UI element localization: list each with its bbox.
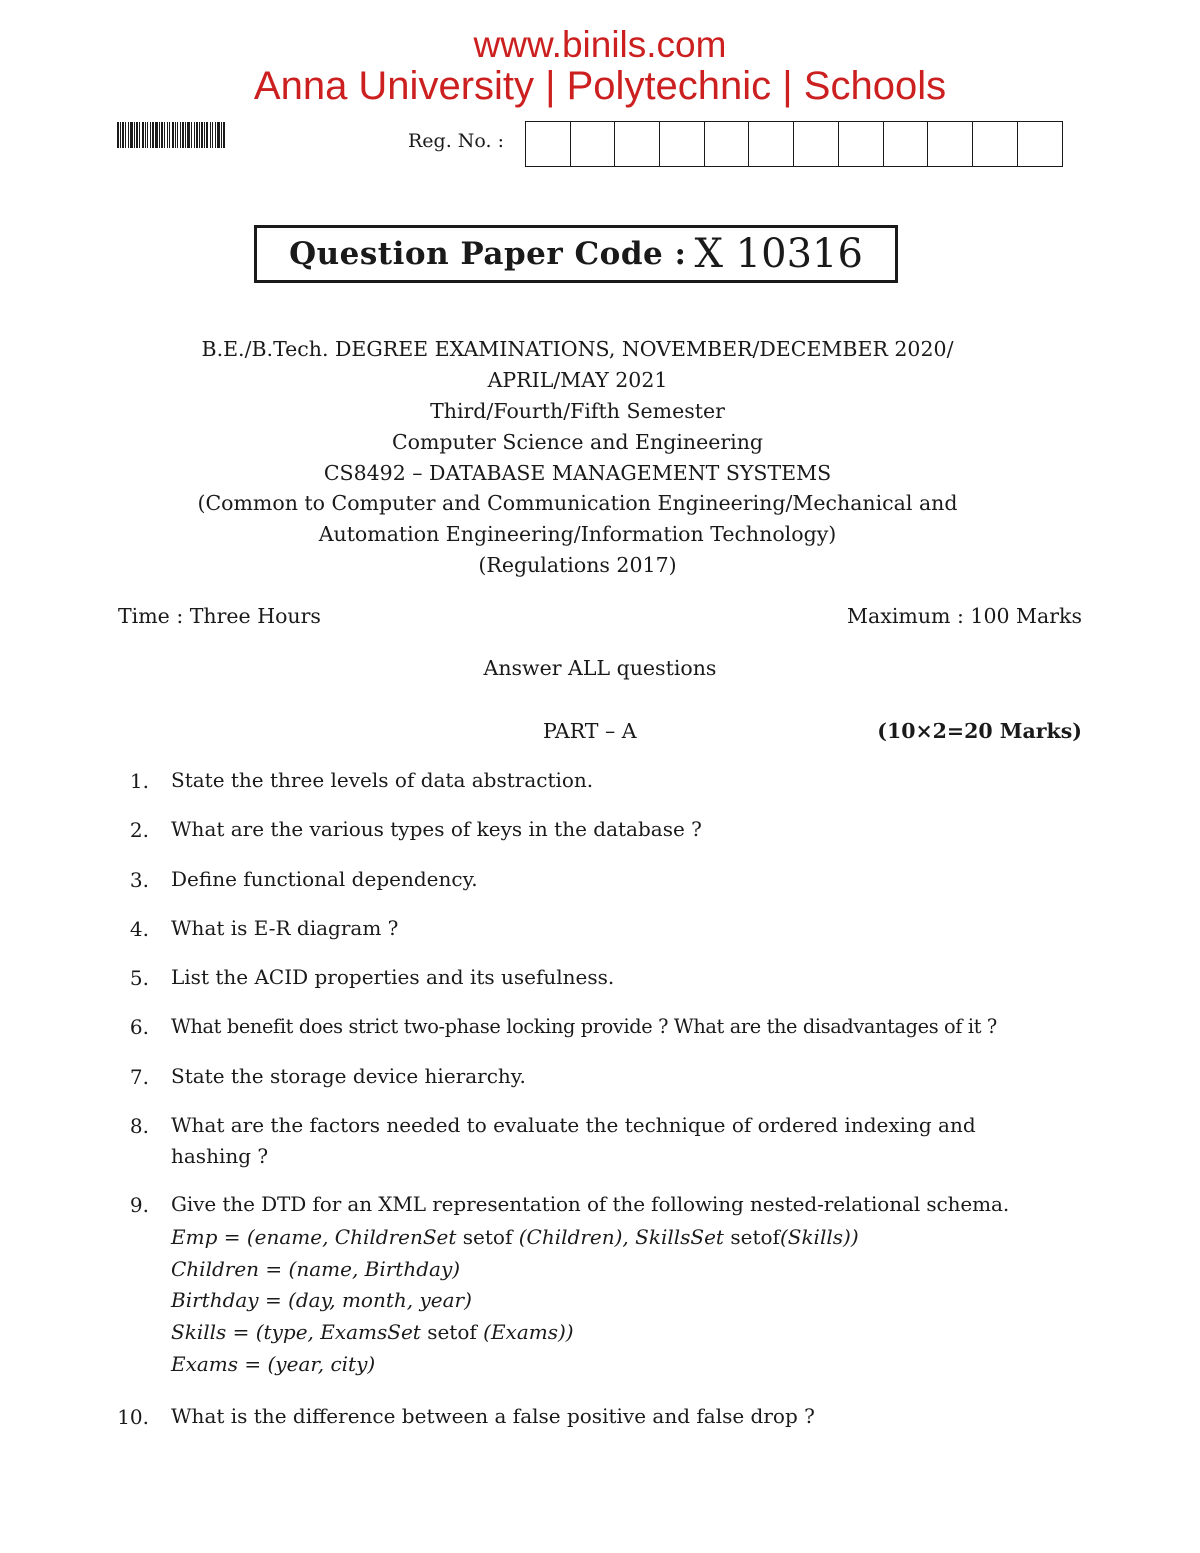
question-number: 1. bbox=[129, 769, 149, 793]
regulations: (Regulations 2017) bbox=[478, 553, 677, 577]
question-text: What is E-R diagram ? bbox=[171, 916, 399, 940]
question-text-continued: hashing ? bbox=[171, 1144, 269, 1168]
reg-no-boxes bbox=[525, 121, 1063, 167]
question-paper-code-box bbox=[254, 225, 898, 283]
question-number: 4. bbox=[129, 917, 149, 941]
reg-no-box bbox=[973, 122, 1018, 166]
question-number: 7. bbox=[129, 1065, 149, 1089]
schema-keyword: setof bbox=[462, 1225, 513, 1249]
part-a-title: PART – A bbox=[543, 719, 637, 743]
barcode-gap bbox=[225, 122, 226, 148]
exam-title-line-2: APRIL/MAY 2021 bbox=[487, 368, 668, 392]
maximum-marks: Maximum : 100 Marks bbox=[847, 604, 1082, 628]
reg-no-box bbox=[660, 122, 705, 166]
question-text: State the storage device hierarchy. bbox=[171, 1064, 526, 1088]
question-number: 10. bbox=[117, 1405, 149, 1429]
question-number: 8. bbox=[129, 1114, 149, 1138]
schema-exams: Exams = (year, city) bbox=[171, 1352, 376, 1376]
reg-no-box bbox=[526, 122, 571, 166]
question-paper-code-label: Question Paper Code : bbox=[289, 236, 687, 272]
question-text: State the three levels of data abstraction. bbox=[171, 768, 594, 792]
question-text: Give the DTD for an XML representation of the following nested-relational schema. bbox=[171, 1192, 1010, 1216]
question-text: List the ACID properties and its usefulness. bbox=[171, 965, 615, 989]
question-text: What benefit does strict two-phase locking provide ? What are the disadvantages of it ? bbox=[171, 1015, 997, 1038]
schema-keyword: setof bbox=[427, 1320, 477, 1344]
question-number: 3. bbox=[129, 868, 149, 892]
question-number: 9. bbox=[129, 1193, 149, 1217]
schema-skills-part: (Exams)) bbox=[476, 1320, 574, 1344]
reg-no-box bbox=[571, 122, 616, 166]
instruction: Answer ALL questions bbox=[483, 656, 717, 680]
watermark-tagline: Anna University | Polytechnic | Schools bbox=[253, 64, 947, 108]
schema-skills bbox=[171, 1320, 574, 1344]
reg-no-box bbox=[928, 122, 973, 166]
question-number: 5. bbox=[129, 966, 149, 990]
reg-no-box bbox=[1018, 122, 1063, 166]
question-number: 6. bbox=[129, 1015, 149, 1039]
question-text: Define functional dependency. bbox=[171, 867, 478, 891]
reg-no-box bbox=[884, 122, 929, 166]
schema-birthday: Birthday = (day, month, year) bbox=[171, 1288, 472, 1312]
schema-emp-part: Emp = (ename, ChildrenSet bbox=[171, 1225, 463, 1249]
common-line-1: (Common to Computer and Communication Engineering/Mechanical and bbox=[197, 491, 958, 515]
time-allowed: Time : Three Hours bbox=[118, 604, 321, 628]
schema-children: Children = (name, Birthday) bbox=[171, 1257, 461, 1281]
question-text: What is the difference between a false positive and false drop ? bbox=[171, 1404, 815, 1428]
question-number: 2. bbox=[129, 818, 149, 842]
common-line-2: Automation Engineering/Information Technology) bbox=[318, 522, 837, 546]
subject: CS8492 – DATABASE MANAGEMENT SYSTEMS bbox=[323, 461, 832, 485]
department: Computer Science and Engineering bbox=[391, 430, 764, 454]
reg-no-box bbox=[615, 122, 660, 166]
schema-skills-part: Skills = (type, ExamsSet bbox=[171, 1320, 428, 1344]
exam-title-line-1: B.E./B.Tech. DEGREE EXAMINATIONS, NOVEMBER/DECEMBER 2020/ bbox=[201, 337, 954, 361]
question-text: What are the factors needed to evaluate the technique of ordered indexing and bbox=[171, 1113, 976, 1137]
reg-no-box bbox=[705, 122, 750, 166]
reg-no-label: Reg. No. : bbox=[408, 130, 505, 152]
schema-emp-part: (Skills)) bbox=[779, 1225, 859, 1249]
watermark-site: www.binils.com bbox=[473, 24, 727, 65]
part-a-marks: (10×2=20 Marks) bbox=[877, 719, 1082, 743]
barcode bbox=[117, 122, 295, 148]
schema-emp-part: (Children), SkillsSet bbox=[512, 1225, 731, 1249]
reg-no-box bbox=[749, 122, 794, 166]
schema-emp bbox=[171, 1225, 859, 1249]
semester: Third/Fourth/Fifth Semester bbox=[430, 399, 725, 423]
question-text: What are the various types of keys in the database ? bbox=[171, 817, 702, 841]
schema-keyword: setof bbox=[730, 1225, 780, 1249]
reg-no-box bbox=[794, 122, 839, 166]
reg-no-box bbox=[839, 122, 884, 166]
question-paper-code-value: X 10316 bbox=[694, 231, 863, 277]
